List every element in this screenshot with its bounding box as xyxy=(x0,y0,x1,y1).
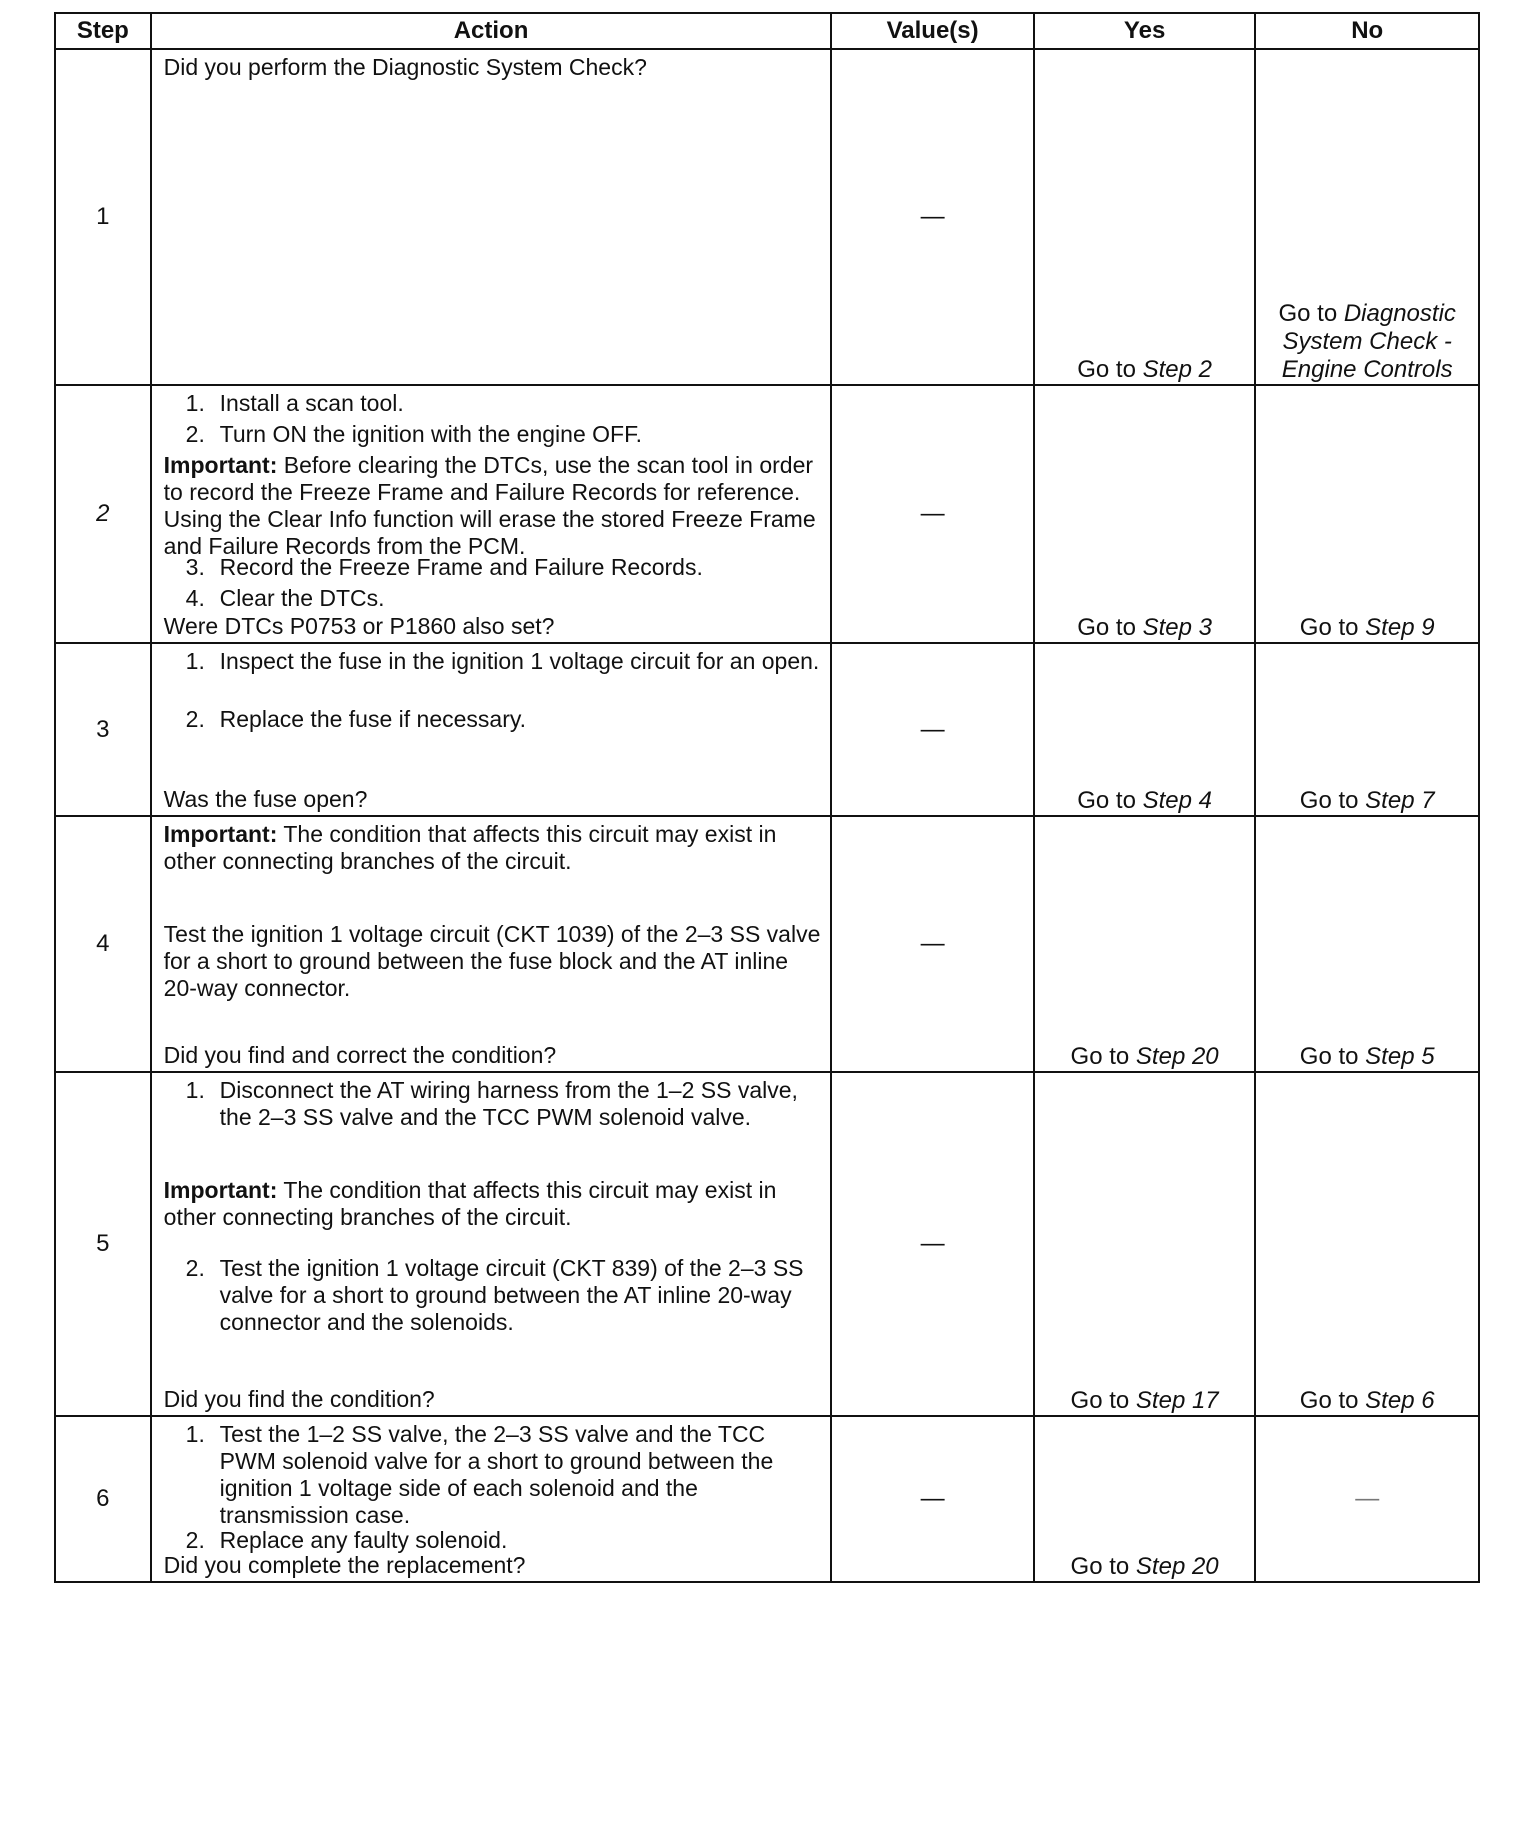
value-cell: — xyxy=(831,816,1033,1072)
diagnostic-table xyxy=(54,12,1480,1583)
no-link[interactable]: Step 9 xyxy=(1365,614,1435,641)
table-row xyxy=(55,643,1479,816)
no-link[interactable]: Step 6 xyxy=(1365,1387,1435,1414)
step-number: 4 xyxy=(55,816,151,1072)
step-number: 3 xyxy=(55,643,151,816)
yes-link[interactable]: Step 2 xyxy=(1142,356,1212,383)
action-cell xyxy=(151,816,832,1072)
no-link[interactable]: Step 5 xyxy=(1365,1043,1435,1070)
value-cell: — xyxy=(831,49,1033,385)
action-cell xyxy=(151,385,832,643)
yes-link[interactable]: Step 20 xyxy=(1135,1553,1219,1580)
yes-link[interactable]: Step 3 xyxy=(1142,614,1212,641)
yes-cell: Go to Step 20 xyxy=(1034,1416,1256,1582)
step-number: 5 xyxy=(55,1072,151,1416)
list-item: 1. Test the 1–2 SS valve, the 2–3 SS valve and the TCC PWM solenoid valve for a short to ground between the ignition 1 voltage side of each solenoid and the transmission case. xyxy=(185,1421,774,1528)
no-link[interactable]: Step 7 xyxy=(1365,787,1435,814)
list-item: 4. Clear the DTCs. xyxy=(185,585,385,611)
no-cell: Go to Step 9 xyxy=(1255,385,1479,643)
value-cell: — xyxy=(831,385,1033,643)
list-item: 2. Test the ignition 1 voltage circuit (CKT 839) of the 2–3 SS valve for a short to ground between the AT inline 20-way connector and the solenoids. xyxy=(185,1255,804,1335)
value-cell: — xyxy=(831,1072,1033,1416)
step-number: 1 xyxy=(55,49,151,385)
table-row xyxy=(55,385,1479,643)
table-row xyxy=(55,49,1479,385)
important-note: Important: Before clearing the DTCs, use the scan tool in order to record the Freeze Frame and Failure Records for reference. Using the Clear Info function will erase the stored Freeze Frame and Failure Records from the PCM. xyxy=(163,452,816,559)
action-question: Did you find the condition? xyxy=(163,1386,435,1412)
header-step: Step xyxy=(55,13,151,49)
value-cell: — xyxy=(831,643,1033,816)
list-item: 2. Replace the fuse if necessary. xyxy=(185,706,527,732)
value-cell: — xyxy=(831,1416,1033,1582)
important-note: Important: The condition that affects this circuit may exist in other connecting branches of the circuit. xyxy=(163,821,777,874)
action-cell xyxy=(151,1416,832,1582)
yes-cell: Go to Step 2 xyxy=(1034,49,1256,385)
table-row xyxy=(55,816,1479,1072)
header-action: Action xyxy=(151,13,832,49)
list-item: 1. Disconnect the AT wiring harness from the 1–2 SS valve, the 2–3 SS valve and the TCC PWM solenoid valve. xyxy=(185,1077,798,1130)
action-question: Did you find and correct the condition? xyxy=(163,1042,557,1068)
yes-cell: Go to Step 20 xyxy=(1034,816,1256,1072)
yes-cell: Go to Step 17 xyxy=(1034,1072,1256,1416)
table-row xyxy=(55,1416,1479,1582)
action-question: Did you perform the Diagnostic System Check? xyxy=(163,54,647,80)
header-row xyxy=(55,13,1479,49)
list-item: 2. Turn ON the ignition with the engine OFF. xyxy=(185,421,642,447)
list-item: 1. Inspect the fuse in the ignition 1 voltage circuit for an open. xyxy=(185,648,820,674)
yes-cell: Go to Step 3 xyxy=(1034,385,1256,643)
no-cell: — xyxy=(1255,1416,1479,1582)
step-number: 2 xyxy=(55,385,151,643)
list-item: 3. Record the Freeze Frame and Failure Records. xyxy=(185,554,703,580)
test-instruction: Test the ignition 1 voltage circuit (CKT 1039) of the 2–3 SS valve for a short to ground between the fuse block and the AT inline 20-way connector. xyxy=(163,921,821,1001)
list-item: 2. Replace any faulty solenoid. xyxy=(185,1527,508,1553)
action-question: Did you complete the replacement? xyxy=(163,1552,526,1578)
action-question: Was the fuse open? xyxy=(163,786,368,812)
step-number: 6 xyxy=(55,1416,151,1582)
yes-link[interactable]: Step 4 xyxy=(1142,787,1212,814)
header-values: Value(s) xyxy=(831,13,1033,49)
no-cell: Go to Step 6 xyxy=(1255,1072,1479,1416)
header-no: No xyxy=(1255,13,1479,49)
table-row xyxy=(55,1072,1479,1416)
action-cell xyxy=(151,49,832,385)
list-item: 1. Install a scan tool. xyxy=(185,390,404,416)
no-cell: Go to Step 5 xyxy=(1255,816,1479,1072)
action-cell xyxy=(151,1072,832,1416)
yes-link[interactable]: Step 20 xyxy=(1135,1043,1219,1070)
yes-link[interactable]: Step 17 xyxy=(1135,1387,1219,1414)
important-note: Important: The condition that affects this circuit may exist in other connecting branches of the circuit. xyxy=(163,1177,777,1230)
no-link[interactable]: Diagnostic System Check - Engine Controls xyxy=(1281,300,1456,383)
no-cell: Go to Step 7 xyxy=(1255,643,1479,816)
action-question: Were DTCs P0753 or P1860 also set? xyxy=(163,613,555,639)
yes-cell: Go to Step 4 xyxy=(1034,643,1256,816)
action-cell xyxy=(151,643,832,816)
no-cell: Go to Diagnostic System Check - Engine Controls xyxy=(1255,49,1479,385)
header-yes: Yes xyxy=(1034,13,1256,49)
